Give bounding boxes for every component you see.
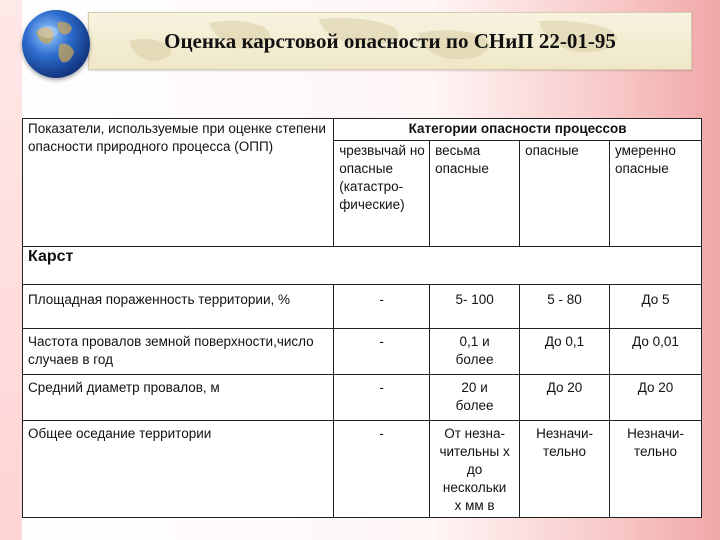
category-very-dangerous: весьма опасные — [430, 141, 520, 247]
cell-value: - — [334, 375, 430, 421]
table-row — [23, 375, 702, 421]
row-label: Средний диаметр провалов, м — [23, 375, 334, 421]
table-row — [23, 421, 702, 518]
row-label: Площадная пораженность территории, % — [23, 285, 334, 329]
category-moderate: умеренно опасные — [610, 141, 702, 247]
table-row — [23, 329, 702, 375]
cell-value: От незна- чительны х до нескольки х мм в — [430, 421, 520, 518]
section-label: Карст — [23, 247, 702, 285]
category-dangerous: опасные — [520, 141, 610, 247]
cell-value: 0,1 и более — [430, 329, 520, 375]
header-indicators: Показатели, используемые при оценке степени опасности природного процесса (ОПП) — [23, 119, 334, 247]
cell-value: До 20 — [520, 375, 610, 421]
table-header-row — [23, 119, 702, 141]
cell-value: До 5 — [610, 285, 702, 329]
section-row — [23, 247, 702, 285]
globe-icon — [22, 10, 90, 78]
cell-value: 5 - 80 — [520, 285, 610, 329]
row-label: Общее оседание территории — [23, 421, 334, 518]
hazard-table — [22, 118, 702, 518]
category-extreme: чрезвычай но опасные (катастро- фические) — [334, 141, 430, 247]
cell-value: - — [334, 421, 430, 518]
cell-value: 20 и более — [430, 375, 520, 421]
row-label: Частота провалов земной поверхности,число случаев в год — [23, 329, 334, 375]
cell-value: До 0,1 — [520, 329, 610, 375]
cell-value: - — [334, 329, 430, 375]
slide-title: Оценка карстовой опасности по СНиП 22-01-95 — [164, 29, 616, 53]
cell-value: 5- 100 — [430, 285, 520, 329]
header-categories: Категории опасности процессов — [334, 119, 702, 141]
cell-value: - — [334, 285, 430, 329]
cell-value: До 20 — [610, 375, 702, 421]
cell-value: Незначи- тельно — [610, 421, 702, 518]
cell-value: Незначи- тельно — [520, 421, 610, 518]
table-row — [23, 285, 702, 329]
title-banner — [88, 12, 692, 70]
cell-value: До 0,01 — [610, 329, 702, 375]
left-decor-band — [0, 0, 22, 540]
